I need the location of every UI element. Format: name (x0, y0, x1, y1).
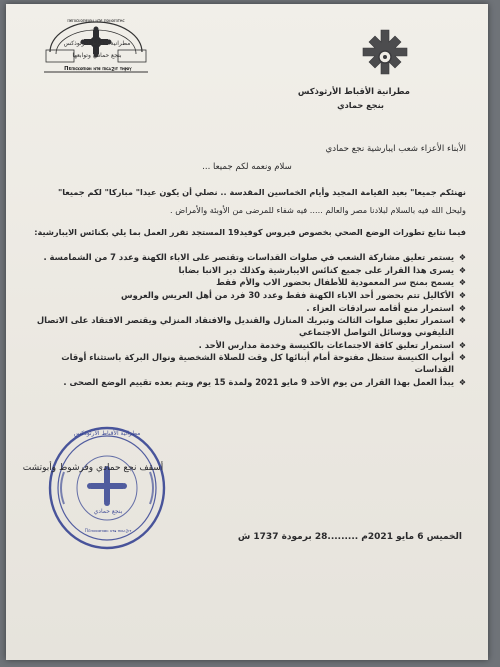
diocese-subheading: بنجع حمادي (337, 100, 384, 110)
stamp-arabic-sub-text: بنجع حمادي (93, 508, 123, 515)
list-item: ❖ يستمر تعليق مشاركة الشعب في صلوات القداسات وتقتصر على الاباء الكهنة وعدد 7 من الشمامسة . (26, 252, 466, 264)
decisions-list (26, 252, 466, 389)
bishop-signature: أسقف نجع حمادي وفرشوط وأبوتشت (22, 463, 164, 473)
diocese-stamp (46, 424, 168, 554)
letter-page (6, 4, 488, 660)
salutation-line: سلام ونعمه لكم جميعا ... (202, 162, 292, 172)
letter-date: الخميس 6 مايو 2021م .........28 برمودة 1737 ش (237, 532, 462, 542)
list-item: ❖ استمرار منع أقامه سرادقات العزاء . (26, 303, 466, 315)
greeting-line: الأبناء الأعزاء شعب ايبارشية نجع حمادي (325, 144, 466, 154)
list-item: ❖ استمرار تعليق صلوات الثالث وتبريك المنازل والقنديل والافتقاد المنزلي ويقتصر الافتقاد على الاتصال التليفوني ووسائل التواصل الاجتماعي (26, 315, 466, 338)
stamp-coptic-text: Пεⲡⲓⲥⲕⲟⲡⲓⲟⲛ ⲛⲧⲉ ⲡⲓⲥⲁϩⲓⲧ (84, 529, 132, 534)
seal-arabic-sub-text: بنجع حمادي وتوابعها (72, 52, 122, 59)
intro-line: فيما نتابع تطورات الوضع الصحي بخصوص فيروس كوفيد19 المستجد تقرر العمل بما يلي بكنائس الايبارشية: (34, 227, 466, 237)
congrats-line: نهنئكم جميعا" بعيد القيامة المجيد وأيام الخماسين المقدسة .. نصلي أن يكون عيدا" مباركا" لكم جميعا" (57, 187, 466, 197)
list-item: ❖ يبدأ العمل بهذا القرار من يوم الأحد 9 مايو 2021 ولمدة 15 يوم ويتم بعده تقييم الوضع الصحى . (26, 377, 466, 389)
stamp-graphic (46, 424, 168, 554)
seal-coptic-caption: Пεⲡⲓⲥⲕⲟⲡⲓⲟⲛ ⲛⲧⲉ ⲡⲓⲥⲁϩⲓⲧ ⲧⲏⲣⲟⲩ (64, 66, 132, 72)
prayer-line: وليحل الله فيه بالسلام لبلادنا مصر والعالم ..... فيه شفاء للمرضى من الأوبئة والأمراض . (170, 205, 466, 215)
list-item: ❖ استمرار تعليق كافة الاجتماعات بالكنيسة وخدمة مدارس الأحد . (26, 340, 466, 352)
list-item: ❖ يسرى هذا القرار على جميع كنائس الايبارشية وكذلك دير الانبا بضابا (26, 265, 466, 277)
seal-arc-text: ⲡⲉⲡⲓⲥⲕⲟⲡⲉⲓⲟⲛ ⲛⲧⲉ ⲡⲟⲛⲟⲡⲓⲧⲏⲥ (67, 18, 125, 24)
diocese-heading: مطرانية الأقباط الأرثوذكس (297, 86, 410, 96)
list-item: ❖ يسمح بمنح سر المعمودية للأطفال بحضور الاب والأم فقط (26, 277, 466, 289)
seal-arabic-text: مطرانية الأقباط الأرثوذكس (63, 40, 131, 47)
list-item: ❖ أبواب الكنيسة ستظل مفتوحة أمام أبنائها كل وقت للصلاة الشخصية ونوال البركة باستثناء أوقات القداسات (26, 352, 466, 375)
stamp-arabic-text: مطرانية الأقباط الأرثوذكس (73, 430, 141, 437)
coptic-cross-icon (354, 26, 416, 88)
list-item: ❖ الأكاليل تتم بحضور أحد الاباء الكهنة فقط وعدد 30 فرد من أهل العريس والعروس (26, 290, 466, 302)
